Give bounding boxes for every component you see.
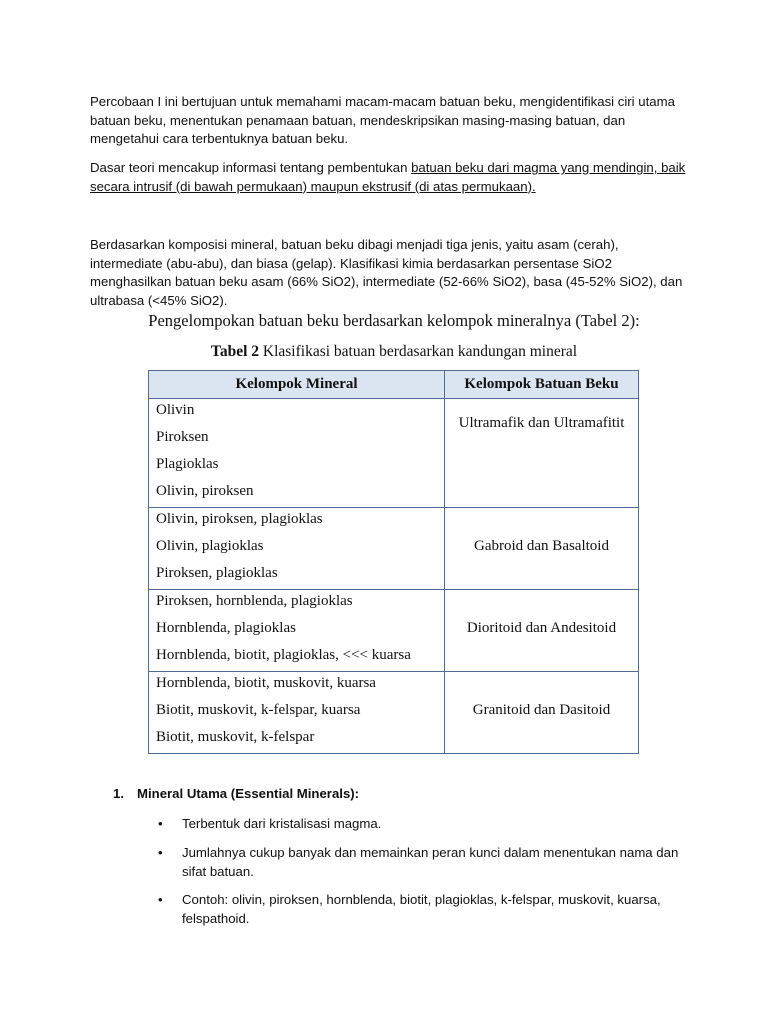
mineral-line: Piroksen [156, 429, 209, 445]
list-item-text: Jumlahnya cukup banyak dan memainkan peran kunci dalam menentukan nama dan sifat batuan. [182, 845, 679, 879]
list-item [158, 844, 698, 881]
table-title-text: Klasifikasi batuan berdasarkan kandungan mineral [259, 343, 578, 360]
rock-group-label: Granitoid dan Dasitoid [472, 702, 611, 718]
table-header-row [149, 371, 639, 399]
mineral-cell [149, 508, 445, 590]
intro-paragraph-1: Percobaan I ini bertujuan untuk memahami macam-macam batuan beku, mengidentifikasi ciri utama batuan beku, menentukan penamaan batuan, mendeskripsikan masing-masing batuan, dan mengetahui cara terbentuknya batuan beku. [90, 94, 675, 146]
header-rock-group: Kelompok Batuan Beku [445, 371, 639, 399]
mineral-line: Olivin, piroksen, plagioklas [156, 511, 323, 527]
mineral-line: Olivin [156, 402, 195, 418]
rock-group-cell [445, 590, 639, 672]
mineral-cell [149, 590, 445, 672]
mineral-classification-table [148, 370, 639, 754]
mineral-line: Piroksen, hornblenda, plagioklas [156, 593, 353, 609]
header-mineral-group: Kelompok Mineral [149, 371, 445, 399]
list-item [158, 815, 698, 834]
rock-group-label: Dioritoid dan Andesitoid [466, 620, 617, 636]
table-title [0, 343, 768, 361]
list-item [158, 891, 698, 928]
mineral-line: Olivin, piroksen [156, 483, 254, 499]
table-row [149, 590, 639, 672]
rock-group-cell [445, 508, 639, 590]
mineral-line: Plagioklas [156, 456, 219, 472]
mineral-line: Piroksen, plagioklas [156, 565, 278, 581]
mineral-cell [149, 399, 445, 508]
mineral-line: Hornblenda, biotit, plagioklas, <<< kuarsa [156, 647, 411, 663]
table-label: Tabel 2 [210, 343, 260, 360]
mineral-line: Biotit, muskovit, k-felspar, kuarsa [156, 702, 361, 718]
mineral-line: Hornblenda, plagioklas [156, 620, 296, 636]
list-item-text: Contoh: olivin, piroksen, hornblenda, biotit, plagioklas, k-felspar, muskovit, kuarsa, felspathoid. [182, 892, 661, 926]
table-row [149, 399, 639, 508]
table-row [149, 672, 639, 754]
p2-underlined-text: batuan beku dari magma yang mendingin, baik secara intrusif (di bawah permukaan) maupun ekstrusif (di atas permukaan). [90, 160, 686, 194]
bullet-icon: • [158, 845, 163, 860]
rock-group-label: Ultramafik dan Ultramafitit [458, 415, 625, 431]
rock-group-cell [445, 672, 639, 754]
intro-paragraph-2 [90, 159, 690, 196]
rock-group-label: Gabroid dan Basaltoid [474, 538, 609, 554]
p2-plain-text: Dasar teori mencakup informasi tentang pembentukan [90, 160, 412, 175]
table-intro-caption: Pengelompokan batuan beku berdasarkan kelompok mineralnya (Tabel 2): [148, 311, 640, 330]
list-item-text: Terbentuk dari kristalisasi magma. [182, 816, 382, 831]
intro-paragraph-3: Berdasarkan komposisi mineral, batuan beku dibagi menjadi tiga jenis, yaitu asam (cerah), intermediate (abu-abu), dan biasa (gelap). Klasifikasi kimia berdasarkan persentase SiO2 menghasilkan batuan beku asam (66% SiO2), intermediate (52-66% SiO2), basa (45-52% SiO2), dan ultrabasa (<45% SiO2). [90, 237, 683, 308]
mineral-line: Biotit, muskovit, k-felspar [156, 729, 315, 745]
rock-group-cell [445, 399, 639, 508]
mineral-line: Olivin, plagioklas [156, 538, 264, 554]
list-heading-text: Mineral Utama (Essential Minerals): [137, 786, 360, 801]
mineral-line: Hornblenda, biotit, muskovit, kuarsa [156, 675, 376, 691]
bullet-icon: • [158, 816, 163, 831]
bullet-icon: • [158, 892, 163, 907]
list-heading [113, 786, 359, 801]
table-row [149, 508, 639, 590]
list-number: 1. [113, 786, 124, 801]
mineral-cell [149, 672, 445, 754]
